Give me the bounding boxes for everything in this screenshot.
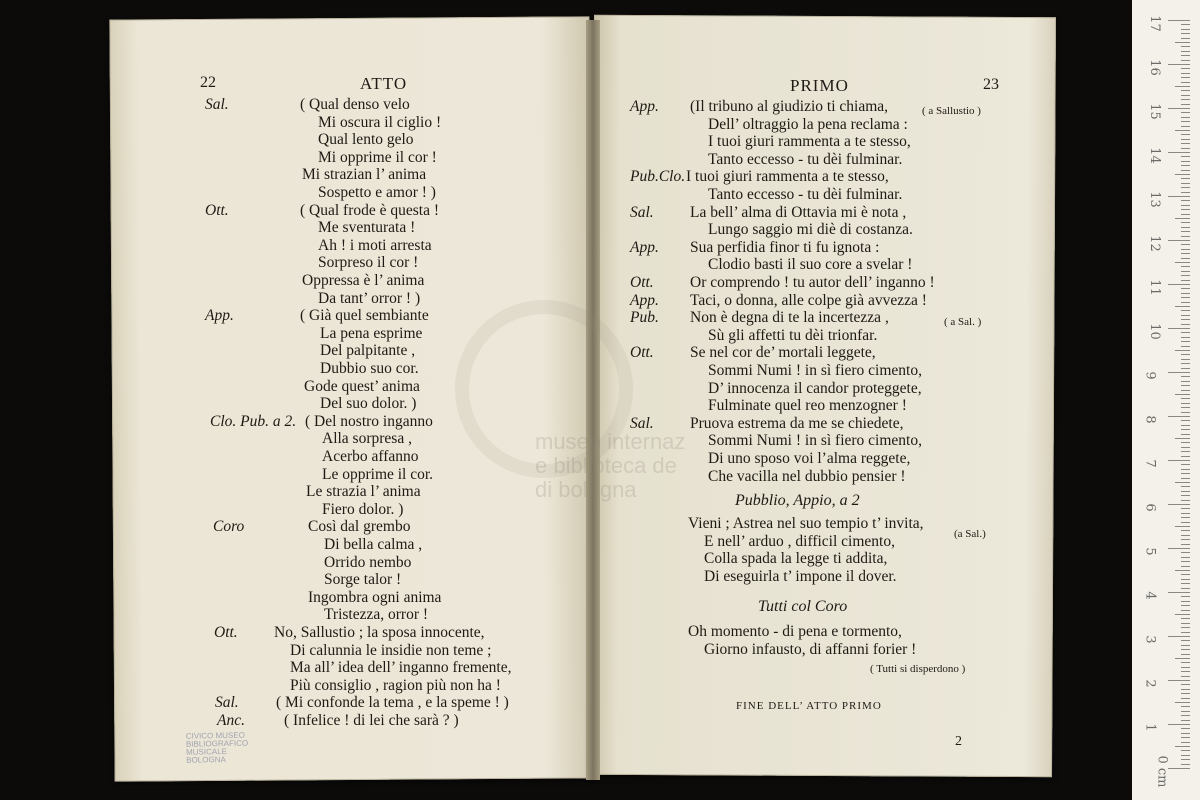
ruler-tick bbox=[1181, 170, 1190, 171]
ruler-tick bbox=[1181, 447, 1190, 448]
ruler-tick bbox=[1181, 403, 1190, 404]
ruler-tick bbox=[1168, 240, 1190, 241]
ruler-tick bbox=[1181, 662, 1190, 663]
ruler-tick bbox=[1168, 372, 1190, 373]
ruler-tick bbox=[1181, 112, 1190, 113]
ruler-tick bbox=[1168, 680, 1190, 681]
verse-line: Taci, o donna, alle colpe già avvezza ! bbox=[690, 291, 927, 309]
ruler-tick bbox=[1181, 689, 1190, 690]
ruler-number: 17 bbox=[1146, 15, 1162, 32]
ruler-tick bbox=[1181, 398, 1190, 399]
verse-line: Di uno sposo voi l’alma reggete, bbox=[708, 450, 911, 467]
ruler-number: 6 bbox=[1142, 503, 1158, 512]
ruler-tick bbox=[1181, 610, 1190, 611]
ruler-tick bbox=[1181, 214, 1190, 215]
verse-line: Del palpitante , bbox=[320, 342, 416, 360]
ruler-tick bbox=[1181, 165, 1190, 166]
ruler-tick bbox=[1181, 539, 1190, 540]
ruler-number: 11 bbox=[1146, 279, 1162, 296]
ruler-number: 9 bbox=[1142, 371, 1158, 380]
ruler-tick bbox=[1181, 456, 1190, 457]
ruler-tick bbox=[1175, 526, 1190, 527]
verse-line: ( Qual denso velo bbox=[300, 96, 410, 113]
verse-line: Or comprendo ! tu autor dell’ inganno ! bbox=[690, 274, 935, 291]
ruler-tick bbox=[1181, 192, 1190, 193]
duet-heading: Pubblio, Appio, a 2 bbox=[735, 492, 860, 509]
verse-line: ( Del nostro inganno bbox=[305, 412, 433, 430]
verse-line: Oh momento - di pena e tormento, bbox=[688, 623, 902, 640]
ruler-tick bbox=[1181, 698, 1190, 699]
ruler-tick bbox=[1181, 315, 1190, 316]
ruler-tick bbox=[1181, 209, 1190, 210]
speaker-label: Pub.Clo. bbox=[630, 168, 686, 186]
verse-line: Che vacilla nel dubbio pensier ! bbox=[708, 467, 906, 485]
verse-line: Da tant’ orror ! ) bbox=[318, 289, 421, 307]
ruler-tick bbox=[1181, 605, 1190, 606]
ruler-tick bbox=[1181, 425, 1190, 426]
ruler-tick bbox=[1181, 513, 1190, 514]
ruler-tick bbox=[1181, 126, 1190, 127]
ruler-number: 1 bbox=[1142, 723, 1158, 732]
ruler-tick bbox=[1181, 363, 1190, 364]
verse-line: La bell’ alma di Ottavia mi è nota , bbox=[690, 203, 907, 221]
ruler-tick bbox=[1181, 33, 1190, 34]
chorus-heading: Tutti col Coro bbox=[758, 598, 848, 615]
ruler-tick bbox=[1181, 561, 1190, 562]
signature-mark: 2 bbox=[955, 734, 962, 749]
ruler-tick bbox=[1181, 632, 1190, 633]
verse-line: ( Infelice ! di lei che sarà ? ) bbox=[284, 712, 459, 729]
left-page-number: 22 bbox=[200, 74, 216, 91]
verse-line: La pena esprime bbox=[320, 324, 423, 342]
ruler-tick bbox=[1181, 469, 1190, 470]
ruler-number: 4 bbox=[1142, 591, 1158, 600]
ruler-tick bbox=[1181, 522, 1190, 523]
ruler-tick bbox=[1181, 143, 1190, 144]
ruler-tick bbox=[1181, 341, 1190, 342]
verse-line: I tuoi giuri rammenta a te stesso, bbox=[686, 168, 889, 186]
ruler-tick bbox=[1181, 728, 1190, 729]
ruler-tick bbox=[1181, 139, 1190, 140]
speaker-label: Sal. bbox=[630, 203, 654, 221]
verse-line: Colla spada la legge ti addita, bbox=[704, 550, 888, 568]
ruler-tick bbox=[1181, 390, 1190, 391]
ruler-tick bbox=[1181, 121, 1190, 122]
ruler-tick bbox=[1181, 95, 1190, 96]
verse-line: Tanto eccesso - tu dèi fulminar. bbox=[708, 186, 903, 203]
ruler-tick bbox=[1181, 156, 1190, 157]
ruler-number: 13 bbox=[1146, 191, 1162, 208]
ruler-tick bbox=[1168, 636, 1190, 637]
ruler-tick bbox=[1175, 218, 1190, 219]
ruler-tick bbox=[1181, 684, 1190, 685]
verse-line: Me sventurata ! bbox=[318, 219, 416, 237]
verse-line: Giorno infausto, di affanni forier ! bbox=[704, 640, 917, 658]
ruler-tick bbox=[1181, 623, 1190, 624]
ruler-tick bbox=[1181, 601, 1190, 602]
verse-line: D’ innocenza il candor proteggete, bbox=[708, 379, 922, 397]
verse-line: Più consiglio , ragion più non ha ! bbox=[290, 676, 501, 694]
ruler-tick bbox=[1181, 60, 1190, 61]
verse-line: Mi strazian l’ anima bbox=[302, 166, 427, 184]
verse-line: ( Già quel sembiante bbox=[300, 307, 429, 325]
ruler-tick bbox=[1181, 68, 1190, 69]
right-running-head: PRIMO bbox=[790, 76, 849, 95]
ruler-tick bbox=[1181, 495, 1190, 496]
ruler-tick bbox=[1181, 579, 1190, 580]
ruler-tick bbox=[1181, 535, 1190, 536]
ruler-tick bbox=[1181, 227, 1190, 228]
speaker-label: Sal. bbox=[215, 694, 239, 712]
ruler-tick bbox=[1181, 24, 1190, 25]
ruler-tick bbox=[1181, 302, 1190, 303]
ruler-tick bbox=[1181, 737, 1190, 738]
ruler-tick bbox=[1181, 244, 1190, 245]
ruler-number: 15 bbox=[1146, 103, 1162, 120]
speaker-label: Ott. bbox=[214, 624, 238, 641]
verse-line: ( Mi confonde la tema , e la speme ! ) bbox=[276, 694, 509, 712]
ruler-tick bbox=[1175, 438, 1190, 439]
ruler-tick bbox=[1181, 733, 1190, 734]
ruler-tick bbox=[1181, 280, 1190, 281]
ruler-tick bbox=[1168, 64, 1190, 65]
speaker-label: Pub. bbox=[630, 309, 659, 327]
ruler-tick bbox=[1181, 478, 1190, 479]
ruler-tick bbox=[1168, 108, 1190, 109]
speaker-label: Clo. Pub. a 2. bbox=[210, 412, 297, 430]
ruler-tick bbox=[1181, 104, 1190, 105]
ruler-tick bbox=[1181, 297, 1190, 298]
verse-line: Ingombra ogni anima bbox=[308, 588, 442, 606]
verse-line: Fiero dolor. ) bbox=[322, 500, 404, 518]
ruler-tick bbox=[1181, 759, 1190, 760]
ruler-tick bbox=[1181, 319, 1190, 320]
ruler-tick bbox=[1181, 187, 1190, 188]
ruler-tick bbox=[1181, 368, 1190, 369]
ruler-tick bbox=[1181, 693, 1190, 694]
verse-line: Di eseguirla t’ impone il dover. bbox=[704, 567, 897, 585]
ruler-tick bbox=[1181, 464, 1190, 465]
ruler-tick bbox=[1181, 73, 1190, 74]
ruler-tick bbox=[1168, 328, 1190, 329]
verse-line: Acerbo affanno bbox=[322, 448, 419, 465]
right-page-number: 23 bbox=[983, 76, 999, 93]
ruler-tick bbox=[1181, 557, 1190, 558]
ruler-tick bbox=[1168, 152, 1190, 153]
verse-line: Del suo dolor. ) bbox=[320, 395, 417, 413]
ruler-tick bbox=[1168, 768, 1190, 769]
verse-line: Sommi Numi ! in sì fiero cimento, bbox=[708, 362, 922, 379]
ruler-tick bbox=[1181, 742, 1190, 743]
verse-line: Oppressa è l’ anima bbox=[302, 272, 425, 289]
ruler-tick bbox=[1181, 667, 1190, 668]
ruler-tick bbox=[1175, 262, 1190, 263]
ruler-tick bbox=[1175, 658, 1190, 659]
verse-line: Sua perfidia finor ti fu ignota : bbox=[690, 238, 880, 256]
ruler-tick bbox=[1181, 200, 1190, 201]
verse-line: Sorpreso il cor ! bbox=[318, 254, 419, 272]
ruler-number: 10 bbox=[1146, 323, 1162, 340]
ruler-tick bbox=[1181, 530, 1190, 531]
ruler-tick bbox=[1181, 566, 1190, 567]
ruler-tick bbox=[1181, 51, 1190, 52]
ruler-tick bbox=[1181, 491, 1190, 492]
verse-line: (Il tribuno al giudizio ti chiama, bbox=[690, 98, 889, 115]
ruler-tick bbox=[1181, 231, 1190, 232]
verse-line: Dubbio suo cor. bbox=[320, 360, 419, 377]
ruler-tick bbox=[1181, 407, 1190, 408]
ruler-tick bbox=[1181, 649, 1190, 650]
ruler-tick bbox=[1181, 161, 1190, 162]
ruler-tick bbox=[1168, 20, 1190, 21]
verse-line: Non è degna di te la incertezza , bbox=[690, 309, 889, 327]
ruler-tick bbox=[1168, 416, 1190, 417]
ruler-tick bbox=[1181, 486, 1190, 487]
duet-aside: (a Sal.) bbox=[954, 528, 986, 540]
ruler-tick bbox=[1181, 588, 1190, 589]
ruler-tick bbox=[1181, 266, 1190, 267]
verse-line: Sospetto e amor ! ) bbox=[318, 184, 436, 201]
verse-line: Ma all’ idea dell’ inganno fremente, bbox=[290, 659, 512, 677]
ruler-number: 3 bbox=[1142, 635, 1158, 644]
ruler-number: 2 bbox=[1142, 679, 1158, 688]
ruler-tick bbox=[1181, 385, 1190, 386]
ruler-tick bbox=[1181, 293, 1190, 294]
verse-line: Ah ! i moti arresta bbox=[318, 236, 432, 254]
verse-line: Sommi Numi ! in sì fiero cimento, bbox=[708, 432, 922, 450]
ruler-tick bbox=[1175, 482, 1190, 483]
ruler-number: 5 bbox=[1142, 547, 1158, 556]
verse-line: Le strazia l’ anima bbox=[306, 483, 421, 501]
verse-line: ( Qual frode è questa ! bbox=[300, 201, 440, 219]
stage-direction: ( a Sal. ) bbox=[944, 316, 982, 329]
ruler-tick bbox=[1168, 592, 1190, 593]
watermark-text: museo internaz e biblioteca de di bologna bbox=[535, 429, 686, 502]
ruler-number: 8 bbox=[1142, 415, 1158, 424]
ruler-tick bbox=[1181, 178, 1190, 179]
ruler-tick bbox=[1181, 517, 1190, 518]
stage-direction: ( a Sallustio ) bbox=[922, 105, 981, 117]
verse-line: Sorge talor ! bbox=[324, 571, 402, 589]
verse-line: Mi opprime il cor ! bbox=[318, 148, 437, 166]
ruler-tick bbox=[1181, 354, 1190, 355]
ruler-tick bbox=[1181, 583, 1190, 584]
ruler-tick bbox=[1181, 183, 1190, 184]
ruler-tick bbox=[1181, 434, 1190, 435]
verse-line: Gode quest’ anima bbox=[304, 377, 420, 395]
speaker-label: Coro bbox=[213, 518, 245, 536]
ruler-tick bbox=[1175, 394, 1190, 395]
ruler-tick bbox=[1181, 55, 1190, 56]
ruler-tick bbox=[1175, 570, 1190, 571]
verse-line: Qual lento gelo bbox=[318, 131, 414, 149]
verse-line: No, Sallustio ; la sposa innocente, bbox=[274, 624, 485, 641]
ruler-number: 0 cm bbox=[1154, 755, 1170, 788]
ruler-tick bbox=[1168, 460, 1190, 461]
speaker-label: Ott. bbox=[630, 344, 654, 362]
ruler-tick bbox=[1175, 702, 1190, 703]
verse-line: Fulminate quel reo menzogner ! bbox=[708, 397, 907, 415]
ruler-number: 7 bbox=[1142, 459, 1158, 468]
ruler-tick bbox=[1181, 706, 1190, 707]
ruler-tick bbox=[1181, 236, 1190, 237]
ruler-tick bbox=[1175, 174, 1190, 175]
ruler-tick bbox=[1181, 324, 1190, 325]
ruler-tick bbox=[1181, 676, 1190, 677]
speaker-label: App. bbox=[630, 291, 659, 309]
ruler-tick bbox=[1181, 720, 1190, 721]
ruler-tick bbox=[1181, 552, 1190, 553]
ruler-tick bbox=[1181, 640, 1190, 641]
ruler-tick bbox=[1181, 82, 1190, 83]
library-stamp: CIVICO MUSEO BIBLIOGRAFICO MUSICALE BOLOGNA bbox=[185, 730, 249, 765]
ruler-tick bbox=[1175, 130, 1190, 131]
verse-line: Le opprime il cor. bbox=[322, 465, 434, 483]
ruler-tick bbox=[1181, 711, 1190, 712]
verse-line: Mi oscura il ciglio ! bbox=[318, 113, 442, 131]
ruler-tick bbox=[1181, 596, 1190, 597]
ruler-tick bbox=[1181, 337, 1190, 338]
speaker-label: Anc. bbox=[217, 712, 245, 729]
speaker-label: App. bbox=[630, 238, 659, 256]
verse-line: Alla sorpresa , bbox=[322, 430, 412, 448]
ruler-tick bbox=[1175, 350, 1190, 351]
ruler-tick bbox=[1181, 359, 1190, 360]
ruler-tick bbox=[1181, 442, 1190, 443]
ruler-tick bbox=[1181, 205, 1190, 206]
ruler-tick bbox=[1181, 764, 1190, 765]
verse-line: Vieni ; Astrea nel suo tempio t’ invita, bbox=[688, 515, 924, 532]
ruler-tick bbox=[1181, 253, 1190, 254]
ruler-tick bbox=[1168, 548, 1190, 549]
ruler-tick bbox=[1181, 99, 1190, 100]
ruler-tick bbox=[1181, 451, 1190, 452]
ruler-tick bbox=[1181, 346, 1190, 347]
ruler-tick bbox=[1181, 38, 1190, 39]
ruler-tick bbox=[1175, 614, 1190, 615]
ruler-number: 12 bbox=[1146, 235, 1162, 252]
ruler-tick bbox=[1181, 618, 1190, 619]
ruler-tick bbox=[1181, 376, 1190, 377]
ruler-tick bbox=[1181, 134, 1190, 135]
verse-line: Così dal grembo bbox=[308, 518, 411, 536]
verse-line: Dell’ oltraggio la pena reclama : bbox=[708, 115, 908, 133]
speaker-label: App. bbox=[630, 98, 659, 115]
ruler-tick bbox=[1181, 275, 1190, 276]
verse-line: I tuoi giuri rammenta a te stesso, bbox=[708, 133, 911, 151]
end-of-act: FINE DELL’ ATTO PRIMO bbox=[736, 700, 882, 712]
verse-line: Tanto eccesso - tu dèi fulminar. bbox=[708, 150, 903, 168]
ruler-tick bbox=[1181, 381, 1190, 382]
ruler-tick bbox=[1175, 86, 1190, 87]
ruler-number: 16 bbox=[1146, 59, 1162, 76]
ruler-tick bbox=[1181, 288, 1190, 289]
ruler-tick bbox=[1175, 306, 1190, 307]
ruler-tick bbox=[1181, 420, 1190, 421]
verse-line: Tristezza, orror ! bbox=[324, 606, 429, 624]
ruler-tick bbox=[1181, 222, 1190, 223]
ruler-tick bbox=[1181, 671, 1190, 672]
ruler-tick bbox=[1168, 284, 1190, 285]
ruler-tick bbox=[1181, 90, 1190, 91]
ruler-tick bbox=[1181, 544, 1190, 545]
ruler-tick bbox=[1181, 645, 1190, 646]
ruler-tick bbox=[1181, 755, 1190, 756]
ruler-tick bbox=[1181, 148, 1190, 149]
ruler-tick bbox=[1181, 332, 1190, 333]
ruler-tick bbox=[1181, 750, 1190, 751]
exit-direction: ( Tutti si disperdono ) bbox=[870, 663, 966, 675]
speaker-label: Sal. bbox=[630, 414, 654, 432]
ruler-tick bbox=[1181, 429, 1190, 430]
verse-line: Se nel cor de’ mortali leggete, bbox=[690, 344, 876, 362]
ruler-tick bbox=[1181, 654, 1190, 655]
ruler-tick bbox=[1175, 746, 1190, 747]
ruler-tick bbox=[1181, 77, 1190, 78]
speaker-label: Ott. bbox=[205, 201, 229, 219]
ruler-tick bbox=[1181, 574, 1190, 575]
ruler-tick bbox=[1181, 29, 1190, 30]
ruler-tick bbox=[1181, 473, 1190, 474]
verse-line: Orrido nembo bbox=[324, 553, 412, 571]
verse-line: Pruova estrema da me se chiedete, bbox=[690, 414, 904, 432]
ruler-tick bbox=[1181, 508, 1190, 509]
verse-line: Di bella calma , bbox=[324, 536, 423, 553]
speaker-label: App. bbox=[205, 307, 234, 325]
ruler-tick bbox=[1168, 196, 1190, 197]
ruler-tick bbox=[1181, 271, 1190, 272]
ruler-tick bbox=[1181, 627, 1190, 628]
left-running-head: ATTO bbox=[360, 74, 408, 93]
ruler-tick bbox=[1181, 412, 1190, 413]
speaker-label: Ott. bbox=[630, 274, 654, 291]
ruler-tick bbox=[1181, 500, 1190, 501]
ruler-tick bbox=[1168, 724, 1190, 725]
ruler-tick bbox=[1181, 249, 1190, 250]
ruler-number: 14 bbox=[1146, 147, 1162, 164]
verse-line: Clodio basti il suo core a svelar ! bbox=[708, 256, 913, 274]
ruler-tick bbox=[1181, 310, 1190, 311]
verse-line: Di calunnia le insidie non teme ; bbox=[290, 641, 492, 659]
ruler-tick bbox=[1181, 46, 1190, 47]
ruler-tick bbox=[1181, 715, 1190, 716]
verse-line: Sù gli affetti tu dèi trionfar. bbox=[708, 326, 878, 344]
ruler-tick bbox=[1181, 258, 1190, 259]
ruler-tick bbox=[1181, 117, 1190, 118]
verse-line: E nell’ arduo , difficil cimento, bbox=[704, 532, 895, 550]
verse-line: Lungo saggio mi diè di costanza. bbox=[708, 221, 913, 239]
ruler-tick bbox=[1168, 504, 1190, 505]
ruler-tick bbox=[1175, 42, 1190, 43]
speaker-label: Sal. bbox=[205, 96, 229, 113]
